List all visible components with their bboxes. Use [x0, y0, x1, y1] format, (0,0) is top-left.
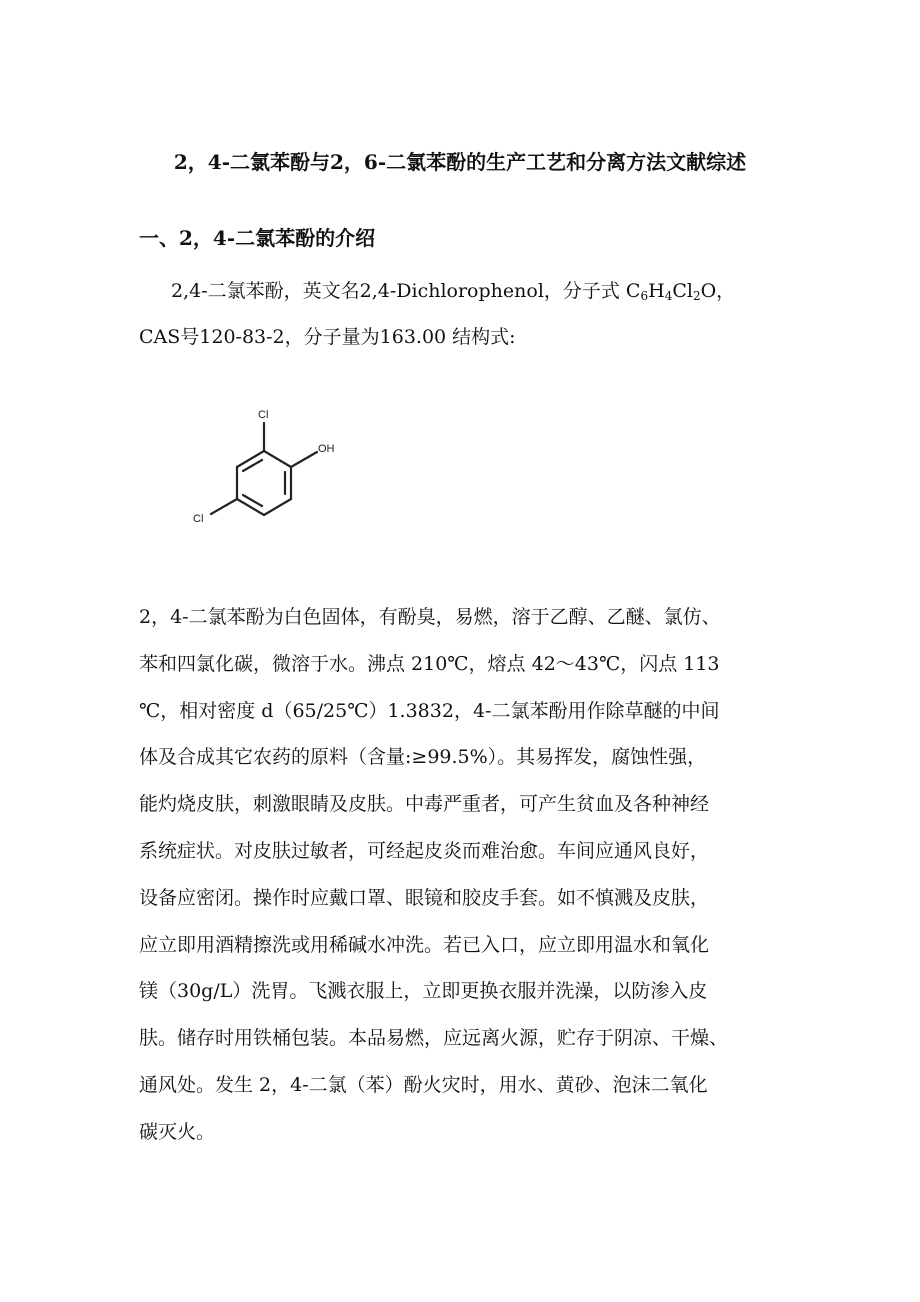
document-title: 2，4-二氯苯酚与2，6-二氯苯酚的生产工艺和分离方法文献综述 — [173, 150, 747, 174]
formula-part: Cl — [672, 280, 693, 302]
body-line: 2，4-二氯苯酚为白色固体，有酚臭，易燃，溶于乙醇、乙醚、氯仿、 — [139, 606, 721, 628]
body-line: 体及合成其它农药的原料（含量:≥99.5%）。其易挥发，腐蚀性强， — [139, 746, 707, 769]
oh-label: OH — [318, 443, 335, 455]
ring-bond — [264, 451, 291, 467]
intro-line-2: CAS号120-83-2，分子量为163.00 结构式: — [139, 326, 516, 348]
formula-subscript: 6 — [640, 289, 649, 303]
intro-paragraph — [139, 268, 789, 360]
body-line: 设备应密闭。操作时应戴口罩、眼镜和胶皮手套。如不慎溅及皮肤， — [139, 886, 710, 909]
cl-label-top: Cl — [258, 409, 269, 421]
body-line: ℃，相对密度 d（65/25℃）1.3832，4-二氯苯酚用作除草醚的中间 — [139, 699, 720, 722]
formula-subscript: 2 — [692, 289, 701, 303]
body-line: 苯和四氯化碳，微溶于水。沸点 210℃，熔点 42～43℃，闪点 113 — [139, 652, 720, 675]
body-line: 通风处。发生 2，4-二氯（苯）酚火灾时，用水、黄砂、泡沫二氧化 — [139, 1073, 708, 1096]
body-line: 系统症状。对皮肤过敏者，可经起皮炎而难治愈。车间应通风良好， — [139, 839, 710, 862]
body-line: 应立即用酒精擦洗或用稀碱水冲洗。若已入口，应立即用温水和氧化 — [139, 933, 710, 956]
oh-bond — [291, 452, 317, 467]
formula-part: H — [648, 280, 665, 302]
intro-line-1 — [139, 268, 789, 314]
ring-bond — [237, 451, 264, 467]
cl-bond-left — [211, 499, 237, 514]
cl-label-left: Cl — [193, 513, 204, 525]
body-line: 碳灭火。 — [139, 1120, 216, 1143]
body-line: 镁（30g/L）洗胃。飞溅衣服上，立即更换衣服并洗澡，以防渗入皮 — [139, 980, 708, 1003]
body-paragraph — [139, 594, 789, 1156]
body-line: 肤。储存时用铁桶包装。本品易燃，应远离火源，贮存于阴凉、干燥、 — [139, 1027, 729, 1050]
formula-subscript: 4 — [664, 289, 673, 303]
structural-formula — [180, 395, 370, 545]
formula-part: O， — [700, 280, 736, 302]
ring-bond — [237, 499, 264, 515]
ring-bond — [264, 499, 291, 515]
section-heading: 一、2，4-二氯苯酚的介绍 — [139, 226, 376, 250]
intro-text: 2,4-二氯苯酚，英文名2,4-Dichlorophenol，分子式 C — [171, 280, 641, 302]
body-line: 能灼烧皮肤，刺激眼睛及皮肤。中毒严重者，可产生贫血及各种神经 — [139, 793, 710, 816]
